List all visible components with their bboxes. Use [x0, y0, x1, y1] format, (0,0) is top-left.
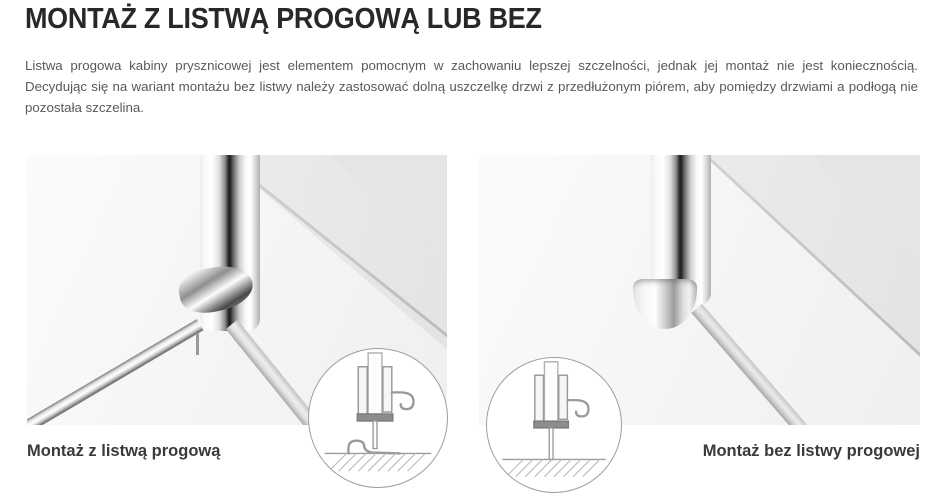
seal-pin	[196, 333, 199, 355]
caption-without-threshold: Montaż bez listwy progowej	[702, 442, 920, 460]
drip-hook	[567, 400, 588, 416]
seal-body	[534, 421, 568, 428]
seal-fin	[373, 421, 377, 449]
hinge-base-cap	[633, 279, 697, 329]
floor-hatch	[329, 453, 426, 471]
channel-right-wall	[559, 375, 568, 419]
diagram-inset-with-threshold	[308, 348, 448, 488]
intro-paragraph: Listwa progowa kabiny prysznicowej jest elementem pomocnym w zachowaniu lepszej szczelności, jednak jej montaż nie jest koniecznością. Decydując się na wariant montażu bez listwy należy zastosować dolną uszczelkę drzwi z przedłużonym piórem, aby pomiędzy drzwiami a podłogą nie pozostała szczelina.	[25, 58, 918, 115]
seal-fin-extended	[549, 428, 553, 460]
channel-right-wall	[383, 367, 392, 412]
channel-left-wall	[535, 375, 544, 421]
caption-with-threshold: Montaż z listwą progową	[27, 442, 221, 460]
glass-pane	[544, 362, 557, 421]
page-title: MONTAŻ Z LISTWĄ PROGOWĄ LUB BEZ	[25, 3, 542, 35]
glass-pane	[368, 353, 382, 414]
seal-body	[357, 414, 392, 421]
drip-hook	[392, 392, 414, 409]
bottom-seal-extended-fin-icon	[487, 358, 621, 492]
floor-junction-strip	[691, 304, 826, 425]
bottom-seal-with-threshold-strip-icon	[309, 349, 447, 487]
channel-left-wall	[358, 367, 367, 414]
threshold-strip	[27, 319, 203, 425]
floor-hatch	[506, 459, 600, 476]
diagram-inset-without-threshold	[486, 357, 622, 493]
